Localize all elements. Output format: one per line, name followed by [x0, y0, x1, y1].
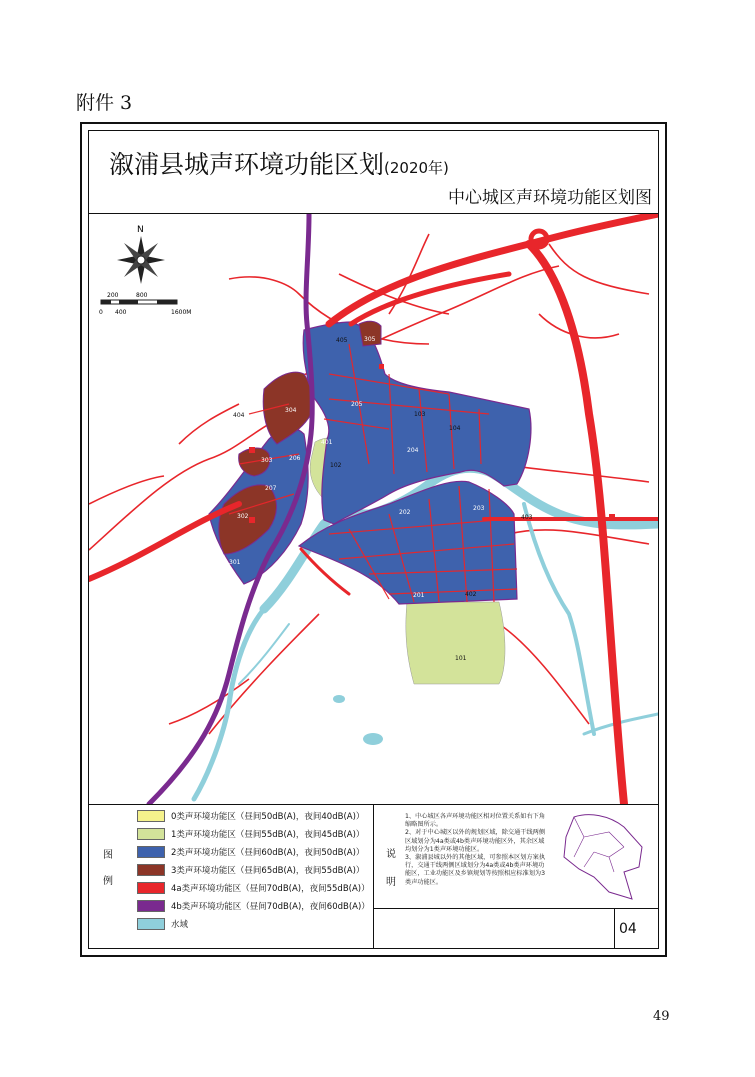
- compass-icon: [117, 236, 165, 284]
- zone-label: 101: [455, 655, 467, 662]
- page-number-divider: [614, 908, 615, 949]
- note-line: 3、溆浦县城以外的其他区域，可参照本区划方案执行，交通干线两侧区域划分为4a类或4b类声环境功能区，工业功能区及乡镇规划等按照相应标准划为3类声功能区。: [405, 854, 546, 886]
- zone-label: 202: [399, 509, 411, 516]
- zone-101: [406, 602, 505, 684]
- zone-label: 305: [364, 336, 376, 343]
- legend-item: 4b类声环境功能区（昼间70dB(A)，夜间60dB(A)）: [137, 899, 370, 913]
- zone-label: 304: [285, 407, 297, 414]
- attachment-label: 附件 3: [76, 92, 133, 114]
- map-page-number: 04: [619, 921, 637, 937]
- scale-bar: [101, 300, 177, 304]
- legend-divider: [373, 805, 374, 949]
- legend-panel: [89, 804, 658, 948]
- zone-label: 303: [261, 457, 273, 464]
- legend-section-label: 图例: [103, 850, 113, 887]
- zone-label: 401: [321, 439, 333, 446]
- zone-label: 204: [407, 447, 419, 454]
- title-area: [89, 131, 658, 214]
- legend-swatch-zone4b: [137, 900, 165, 912]
- zone-label: 201: [413, 592, 425, 599]
- zone-label: 301: [229, 559, 241, 566]
- zone-label: 203: [473, 505, 485, 512]
- zone-label: 206: [289, 455, 301, 462]
- note-line: 2、对于中心城区以外的规划区域，除交通干线两侧区域划分为4a类或4b类声环境功能区外，其余区域均划分为1类声环境功能区。: [405, 829, 546, 853]
- legend-item: 2类声环境功能区（昼间60dB(A)，夜间50dB(A)）: [137, 845, 364, 859]
- legend-item: 0类声环境功能区（昼间50dB(A)，夜间40dB(A)）: [137, 809, 364, 823]
- thumbnail-map: [554, 807, 654, 905]
- svg-text:200: 200: [107, 292, 119, 299]
- legend-swatch-zone4a: [137, 882, 165, 894]
- legend-swatch-zone2: [137, 846, 165, 858]
- zone-label: 103: [414, 411, 426, 418]
- note-line: 1、中心城区各声环境功能区相对位置关系如右下角缩略图所示。: [405, 813, 546, 829]
- map-title: 溆浦县城声环境功能区划(2020年): [109, 150, 449, 179]
- zone-label: 207: [265, 485, 277, 492]
- zone-label: 104: [449, 425, 461, 432]
- notes-text: [405, 813, 549, 887]
- svg-text:800: 800: [136, 292, 148, 299]
- zone-label: 403: [521, 514, 533, 521]
- zoning-map: [89, 214, 658, 804]
- legend-item: 4a类声环境功能区（昼间70dB(A)，夜间55dB(A)）: [137, 881, 370, 895]
- svg-text:400: 400: [115, 309, 127, 316]
- zone-label: 102: [330, 462, 342, 469]
- compass-north-label: N: [137, 225, 144, 235]
- notes-section-label: 说明: [386, 849, 396, 888]
- zone-label: 205: [351, 401, 363, 408]
- notes-bottom-divider: [373, 908, 658, 909]
- map-subtitle: 中心城区声环境功能区划图: [448, 188, 652, 208]
- zone-label: 405: [336, 337, 348, 344]
- zone-label: 402: [465, 591, 477, 598]
- zone-label: 404: [233, 412, 245, 419]
- document-page-number: 49: [653, 1009, 670, 1024]
- zone-label: 302: [237, 513, 249, 520]
- legend-item: 3类声环境功能区（昼间65dB(A)，夜间55dB(A)）: [137, 863, 364, 877]
- svg-text:1600M: 1600M: [171, 309, 192, 316]
- legend-swatch-zone1: [137, 828, 165, 840]
- legend-item: 水域: [137, 917, 188, 931]
- legend-swatch-zone3: [137, 864, 165, 876]
- legend-item: 1类声环境功能区（昼间55dB(A)，夜间45dB(A)）: [137, 827, 364, 841]
- legend-swatch-water: [137, 918, 165, 930]
- map-title-year: (2020年): [384, 159, 449, 177]
- svg-text:0: 0: [99, 309, 103, 316]
- legend-swatch-zone0: [137, 810, 165, 822]
